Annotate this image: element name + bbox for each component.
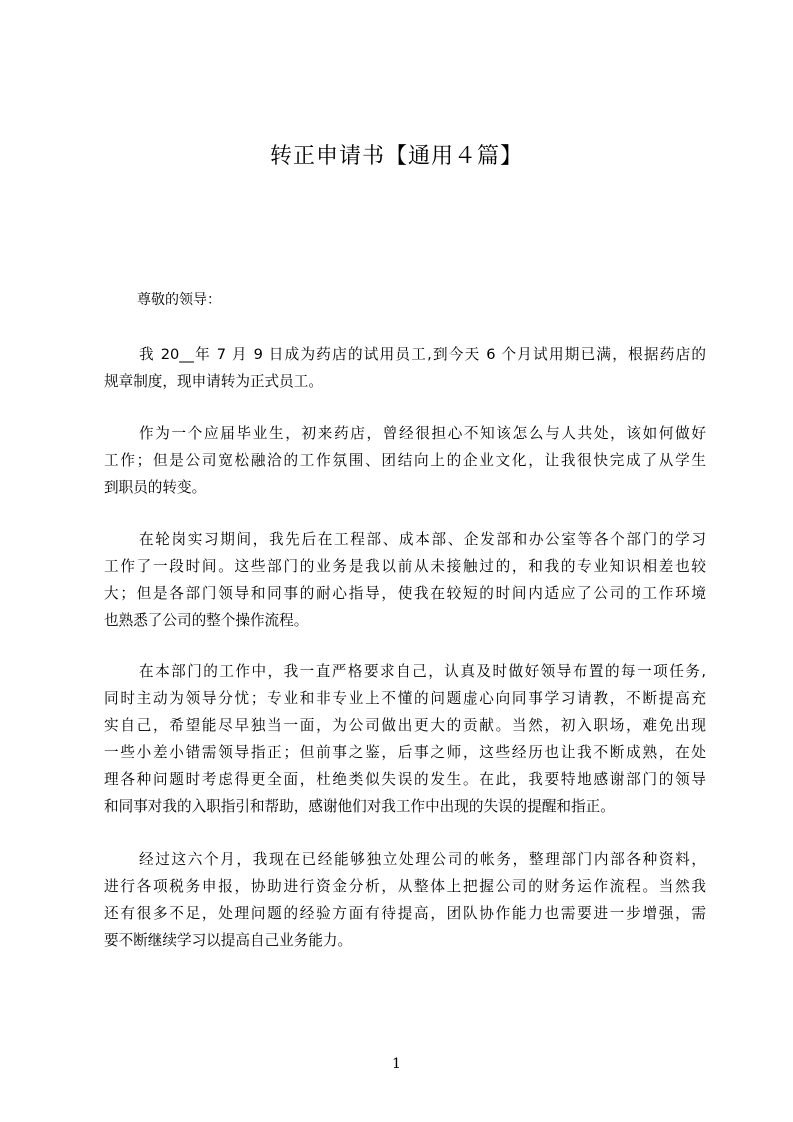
paragraph-line: 实自己，希望能尽早独当一面，为公司做出更大的贡献。当然，初入职场，难免出现 — [104, 717, 706, 734]
paragraph-line: 一些小差小错需领导指正；但前事之鉴，后事之师，这些经历也让我不断成熟，在处 — [104, 744, 706, 761]
document-title: 转正申请书【通用４篇】 — [269, 144, 523, 169]
paragraph-5 — [104, 846, 706, 954]
paragraph-line: 作为一个应届毕业生，初来药店，曾经很担心不知该怎么与人共处，该如何做好 — [139, 425, 706, 442]
paragraph-line: 还有很多不足，处理问题的经验方面有待提高，团队协作能力也需要进一步增强，需 — [104, 905, 706, 922]
paragraph-4 — [104, 658, 706, 820]
paragraph-line: 在轮岗实习期间，我先后在工程部、成本部、企发部和办公室等各个部门的学习 — [139, 531, 706, 548]
paragraph-line: 经过这六个月，我现在已经能够独立处理公司的帐务，整理部门内部各种资料， — [139, 851, 706, 868]
paragraph-1 — [104, 341, 706, 395]
paragraph-line: 同时主动为领导分忧；专业和非专业上不懂的问题虚心向同事学习请教，不断提高充 — [104, 690, 706, 707]
paragraph-line: 理各种问题时考虑得更全面，杜绝类似失误的发生。在此，我要特地感谢部门的领导 — [104, 771, 706, 788]
paragraph-line: 进行各项税务申报，协助进行资金分析，从整体上把握公司的财务运作流程。当然我 — [104, 878, 706, 895]
page-number: 1 — [392, 1056, 401, 1072]
paragraph-line: 也熟悉了公司的整个操作流程。 — [104, 612, 309, 629]
paragraph-line: 大；但是各部门领导和同事的耐心指导，使我在较短的时间内适应了公司的工作环境 — [104, 585, 706, 602]
paragraph-line: 要不断继续学习以提高自己业务能力。 — [104, 932, 353, 949]
salutation: 尊敬的领导： — [137, 292, 221, 308]
paragraph-line: 规章制度，现申请转为正式员工。 — [104, 373, 323, 390]
paragraph-line: 在本部门的工作中，我一直严格要求自己，认真及时做好领导布置的每一项任务, — [139, 663, 706, 680]
paragraph-line: 我 20__年 7 月 9 日成为药店的试用员工,到今天 6 个月试用期已满，根据药店的 — [139, 346, 706, 363]
paragraph-line: 工作了一段时间。这些部门的业务是我以前从未接触过的，和我的专业知识相差也较 — [104, 558, 706, 575]
paragraph-2 — [104, 420, 706, 501]
paragraph-line: 工作；但是公司宽松融洽的工作氛围、团结向上的企业文化，让我很快完成了从学生 — [104, 452, 706, 469]
paragraph-line: 和同事对我的入职指引和帮助，感谢他们对我工作中出现的失误的提醒和指正。 — [104, 798, 615, 815]
paragraph-line: 到职员的转变。 — [104, 479, 207, 496]
paragraph-3 — [104, 526, 706, 634]
